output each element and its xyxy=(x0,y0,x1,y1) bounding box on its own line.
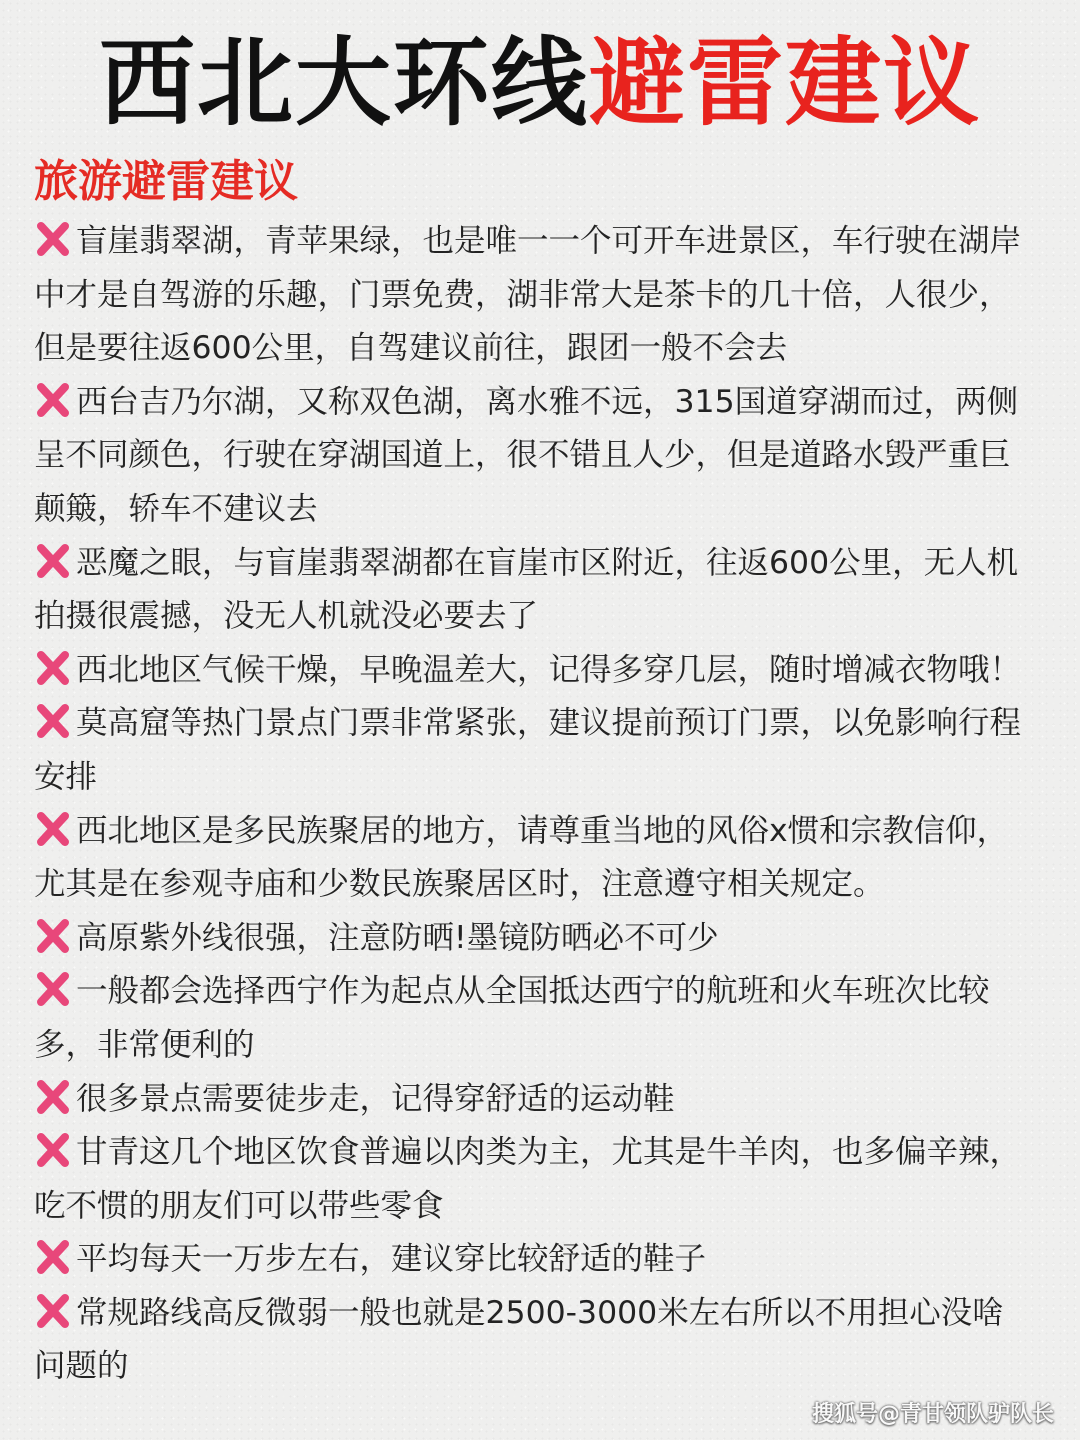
list-item-text: 常规路线高反微弱一般也就是2500-3000米左右所以不用担心没啥问题的 xyxy=(34,1294,1004,1385)
list-item-text: 西北地区是多民族聚居的地方，请尊重当地的风俗x惯和宗教信仰，尤其是在参观寺庙和少数民族聚居区时，注意遵守相关规定。 xyxy=(34,812,1009,903)
cross-mark-icon xyxy=(34,543,72,579)
list-item xyxy=(34,1126,1024,1233)
title-black-part: 西北大环线 xyxy=(99,27,589,139)
list-item xyxy=(34,215,1024,376)
list-item-text: 恶魔之眼，与盲崖翡翠湖都在盲崖市区附近，往返600公里，无人机拍摄很震撼，没无人机就没必要去了 xyxy=(34,544,1019,635)
section-heading: 旅游避雷建议 xyxy=(34,156,298,207)
list-item-text: 甘青这几个地区饮食普遍以肉类为主，尤其是牛羊肉，也多偏辛辣，吃不惯的朋友们可以带些零食 xyxy=(34,1134,1022,1224)
cross-mark-icon xyxy=(34,1079,72,1115)
cross-mark-icon xyxy=(34,1132,72,1168)
cross-mark-icon xyxy=(34,971,72,1007)
cross-mark-icon xyxy=(34,221,72,257)
watermark: 搜狐号@青甘领队驴队长 xyxy=(811,1402,1054,1427)
cross-mark-icon xyxy=(34,811,72,847)
list-item xyxy=(34,805,1024,912)
list-item xyxy=(34,912,1024,966)
list-item xyxy=(34,537,1024,644)
list-item-text: 一般都会选择西宁作为起点从全国抵达西宁的航班和火车班次比较多，非常便利的 xyxy=(34,973,990,1063)
list-item-text: 高原紫外线很强，注意防晒!墨镜防晒必不可少 xyxy=(76,919,719,956)
list-item-text: 莫高窟等热门景点门票非常紧张，建议提前预订门票，以免影响行程安排 xyxy=(34,705,1022,795)
cross-mark-icon xyxy=(34,1239,72,1275)
cross-mark-icon xyxy=(34,703,72,739)
list-item-text: 西台吉乃尔湖，又称双色湖，离水雅不远，315国道穿湖而过，两侧呈不同颜色，行驶在穿湖国道上，很不错且人少，但是道路水毁严重巨颠簸，轿车不建议去 xyxy=(34,383,1019,527)
cross-mark-icon xyxy=(34,382,72,418)
list-item xyxy=(34,965,1024,1072)
cross-mark-icon xyxy=(34,650,72,686)
list-item-text: 很多景点需要徒步走，记得穿舒适的运动鞋 xyxy=(76,1080,675,1117)
cross-mark-icon xyxy=(34,1293,72,1329)
list-item xyxy=(34,1073,1024,1127)
list-item xyxy=(34,376,1024,537)
title-red-part: 避雷建议 xyxy=(589,27,981,139)
list-item-text: 盲崖翡翠湖，青苹果绿，也是唯一一个可开车进景区，车行驶在湖岸中才是自驾游的乐趣，门票免费，湖非常大是茶卡的几十倍，人很少，但是要往返600公里，自驾建议前往，跟团一般不会去 xyxy=(34,223,1022,367)
page-title xyxy=(0,28,1080,138)
cross-mark-icon xyxy=(34,918,72,954)
list-item-text: 平均每天一万步左右，建议穿比较舒适的鞋子 xyxy=(76,1241,707,1278)
list-item xyxy=(34,697,1024,804)
tips-list xyxy=(34,215,1024,1394)
list-item xyxy=(34,1287,1024,1394)
list-item xyxy=(34,644,1024,698)
list-item xyxy=(34,1233,1024,1287)
list-item-text: 西北地区气候干燥，早晚温差大，记得多穿几层，随时增减衣物哦！ xyxy=(76,651,1022,688)
